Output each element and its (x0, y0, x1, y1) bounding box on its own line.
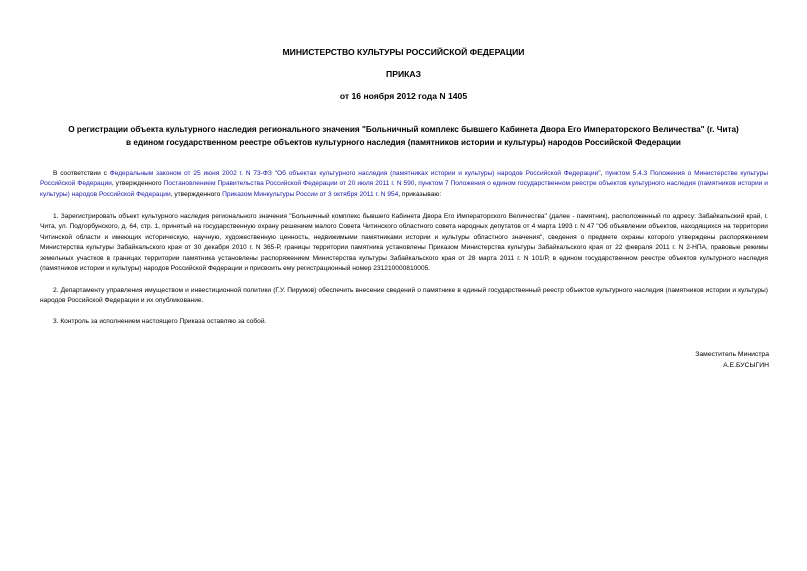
preamble-text-5: , утвержденного (170, 190, 223, 198)
order-type: ПРИКАЗ (386, 69, 421, 79)
preamble-paragraph (40, 169, 768, 200)
order-item-3: 3. Контроль за исполнением настоящего Приказа оставляю за собой. (53, 318, 267, 325)
link-federal-law[interactable]: Федеральным законом от 25 июня 2002 г. N 73-ФЗ "Об объектах культурного наследия (памятниках истории и культуры) народов Российской Федерации" (109, 170, 601, 177)
signatory-name: А.Е.БУСЫГИН (723, 362, 769, 369)
document-title-line-2: в едином государственном реестре объектов культурного наследия (памятников истории и культуры) народов Российской Федерации (126, 138, 681, 147)
document-title (36, 123, 771, 149)
ministry-name: МИНИСТЕРСТВО КУЛЬТУРЫ РОССИЙСКОЙ ФЕДЕРАЦИИ (282, 47, 525, 57)
signature-block (695, 349, 769, 371)
preamble-text-2: , (600, 170, 606, 177)
preamble-text-6: , приказываю: (398, 190, 442, 198)
order-date: от 16 ноября 2012 года N 1405 (339, 91, 468, 101)
document-title-line-1: О регистрации объекта культурного наследия регионального значения "Больничный комплекс бывшего Кабинета Двора Его Императорского Величества" (г. Чита) (68, 125, 739, 134)
link-ministry-regulation[interactable]: пунктом 5.4.3 Положения о Министерстве культуры Российской Федерации (40, 170, 769, 188)
order-item-2: 2. Департаменту управления имуществом и инвестиционной политики (Г.У. Пирумов) обеспечить внесение сведений о памятнике в единый государственный реестр объектов культурного наследия (памятников истории и культуры) народов Российской Федерации и их опубликование. (40, 287, 768, 305)
preamble-text-4: , (414, 180, 419, 188)
preamble-text-3: , утвержденного (111, 180, 164, 188)
link-government-resolution[interactable]: Постановлением Правительства Российской Федерации от 20 июля 2011 г. N 590 (163, 180, 415, 188)
order-item-1: 1. Зарегистрировать объект культурного наследия регионального значения "Больничный комплекс бывшего Кабинета Двора Его Императорского Величества" (далее - памятник), расположенный по адресу: Забайкальский край, г. Чита, ул. Подгорбунского, д. 64, стр. 1, принятый на государственную охрану решением малого Совета Читинского областного совета народных депутатов от 4 марта 1993 г. N 47 "Об объявлении объектов, находящихся на территории Читинской области и имеющих историческую, научную, художественную ценность, недвижимыми памятниками истории и культуры областного значения", сведения о предмете охраны которого утверждены распоряжением Министерства культуры Забайкальского края от 30 декабря 2010 г. N 365-Р, границы территории памятника установлены Приказом Министерства культуры Забайкальского края от 22 февраля 2011 г. N 2-НПА, правовые режимы земельных участков в границах территории памятника установлены распоряжением Министерства культуры Забайкальского края от 28 марта 2011 г. N 101/Р, в едином государственном реестре объектов культурного наследия (памятников истории и культуры) народов Российской Федерации и присвоить ему регистрационный номер 231210000810005. (40, 213, 768, 273)
signatory-position: Заместитель Министра (695, 351, 769, 358)
preamble-text-1: В соответствии с (53, 170, 110, 177)
link-mincult-order[interactable]: Приказом Минкультуры России от 3 октября 2011 г. N 954 (222, 190, 399, 198)
link-registry-regulation[interactable]: пунктом 7 Положения о едином государственном реестре объектов культурного наследия (памятников истории и культуры) народов Российской Федерации (40, 180, 768, 198)
